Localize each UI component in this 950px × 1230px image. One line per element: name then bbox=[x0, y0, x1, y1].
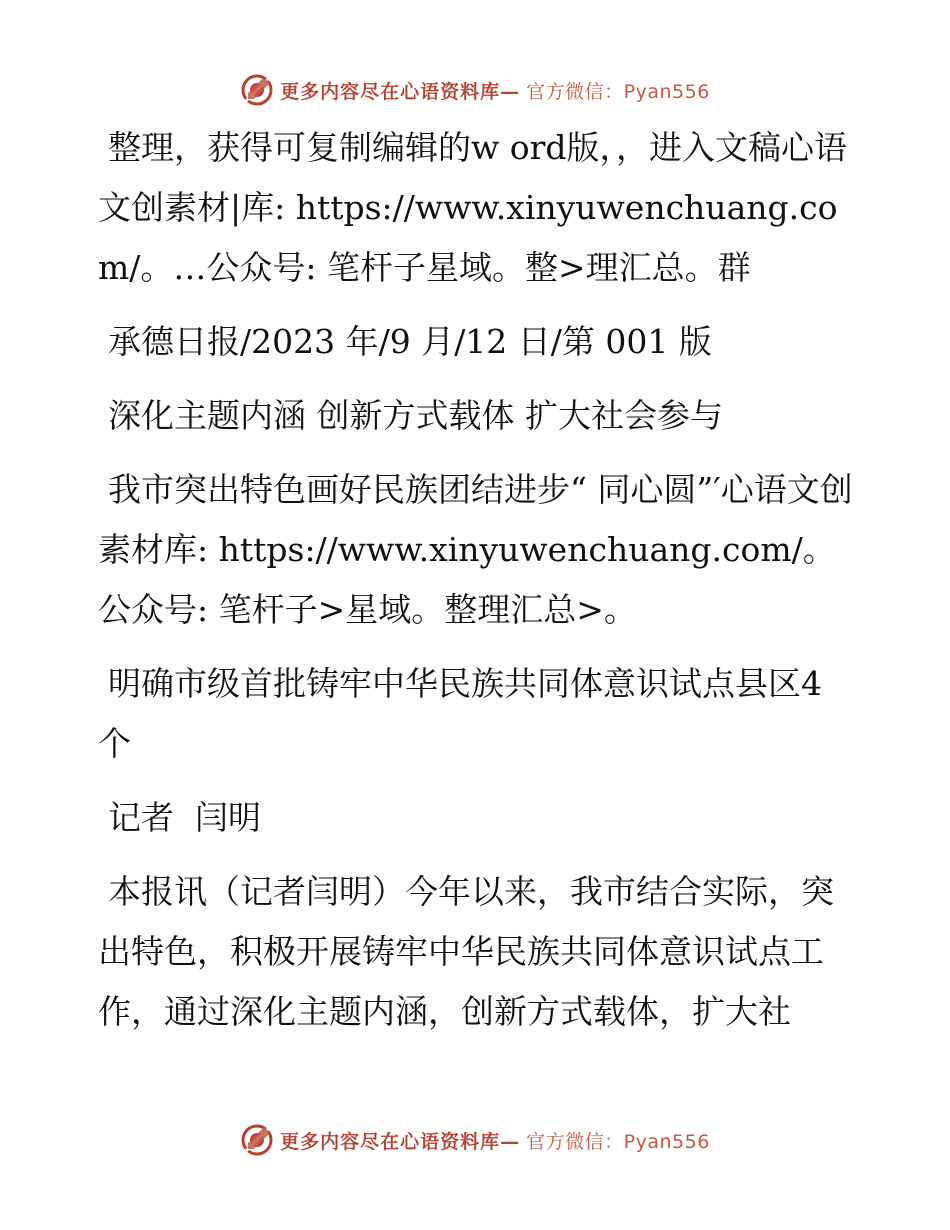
paragraph-source: 承德日报/2023 年/9 月/12 日/第 001 版 bbox=[108, 322, 712, 361]
footer-banner bbox=[0, 1120, 950, 1160]
paragraph-body: 本报讯（记者闫明）今年以来，我市结合实际，突出特色，积极开展铸牢中华民族共同体意识试点工作，通过深化主题内涵，创新方式载体，扩大社 bbox=[98, 872, 834, 1031]
logo-pen-icon bbox=[240, 1123, 274, 1157]
logo-pen-icon bbox=[240, 73, 274, 107]
document-body bbox=[98, 118, 858, 1056]
paragraph-subtitle: 明确市级首批铸牢中华民族共同体意识试点县区4 个 bbox=[98, 664, 833, 763]
footer-banner-text: 更多内容尽在心语资料库— bbox=[280, 1130, 521, 1153]
banner-text: 更多内容尽在心语资料库— bbox=[280, 80, 521, 103]
paragraph-byline: 记者 闫明 bbox=[108, 798, 261, 837]
banner-contact: 官方微信：Pyan556 bbox=[526, 80, 710, 103]
header-banner bbox=[0, 70, 950, 110]
paragraph-intro: 整理，获得可复制编辑的w ord版，，进入文稿心语文创素材|库: https://www.xinyuwenchuang.com/。…公众号: 笔杆子星域。整>理汇总。群 bbox=[98, 128, 848, 287]
footer-banner-contact: 官方微信：Pyan556 bbox=[526, 1130, 710, 1153]
paragraph-title: 我市突出特色画好民族团结进步“ 同心圆”′心语文创素材库: https://www.xinyuwenchuang.com/。公众号: 笔杆子>星域。整理汇总>。 bbox=[98, 470, 853, 629]
paragraph-headline: 深化主题内涵 创新方式载体 扩大社会参与 bbox=[108, 396, 723, 435]
